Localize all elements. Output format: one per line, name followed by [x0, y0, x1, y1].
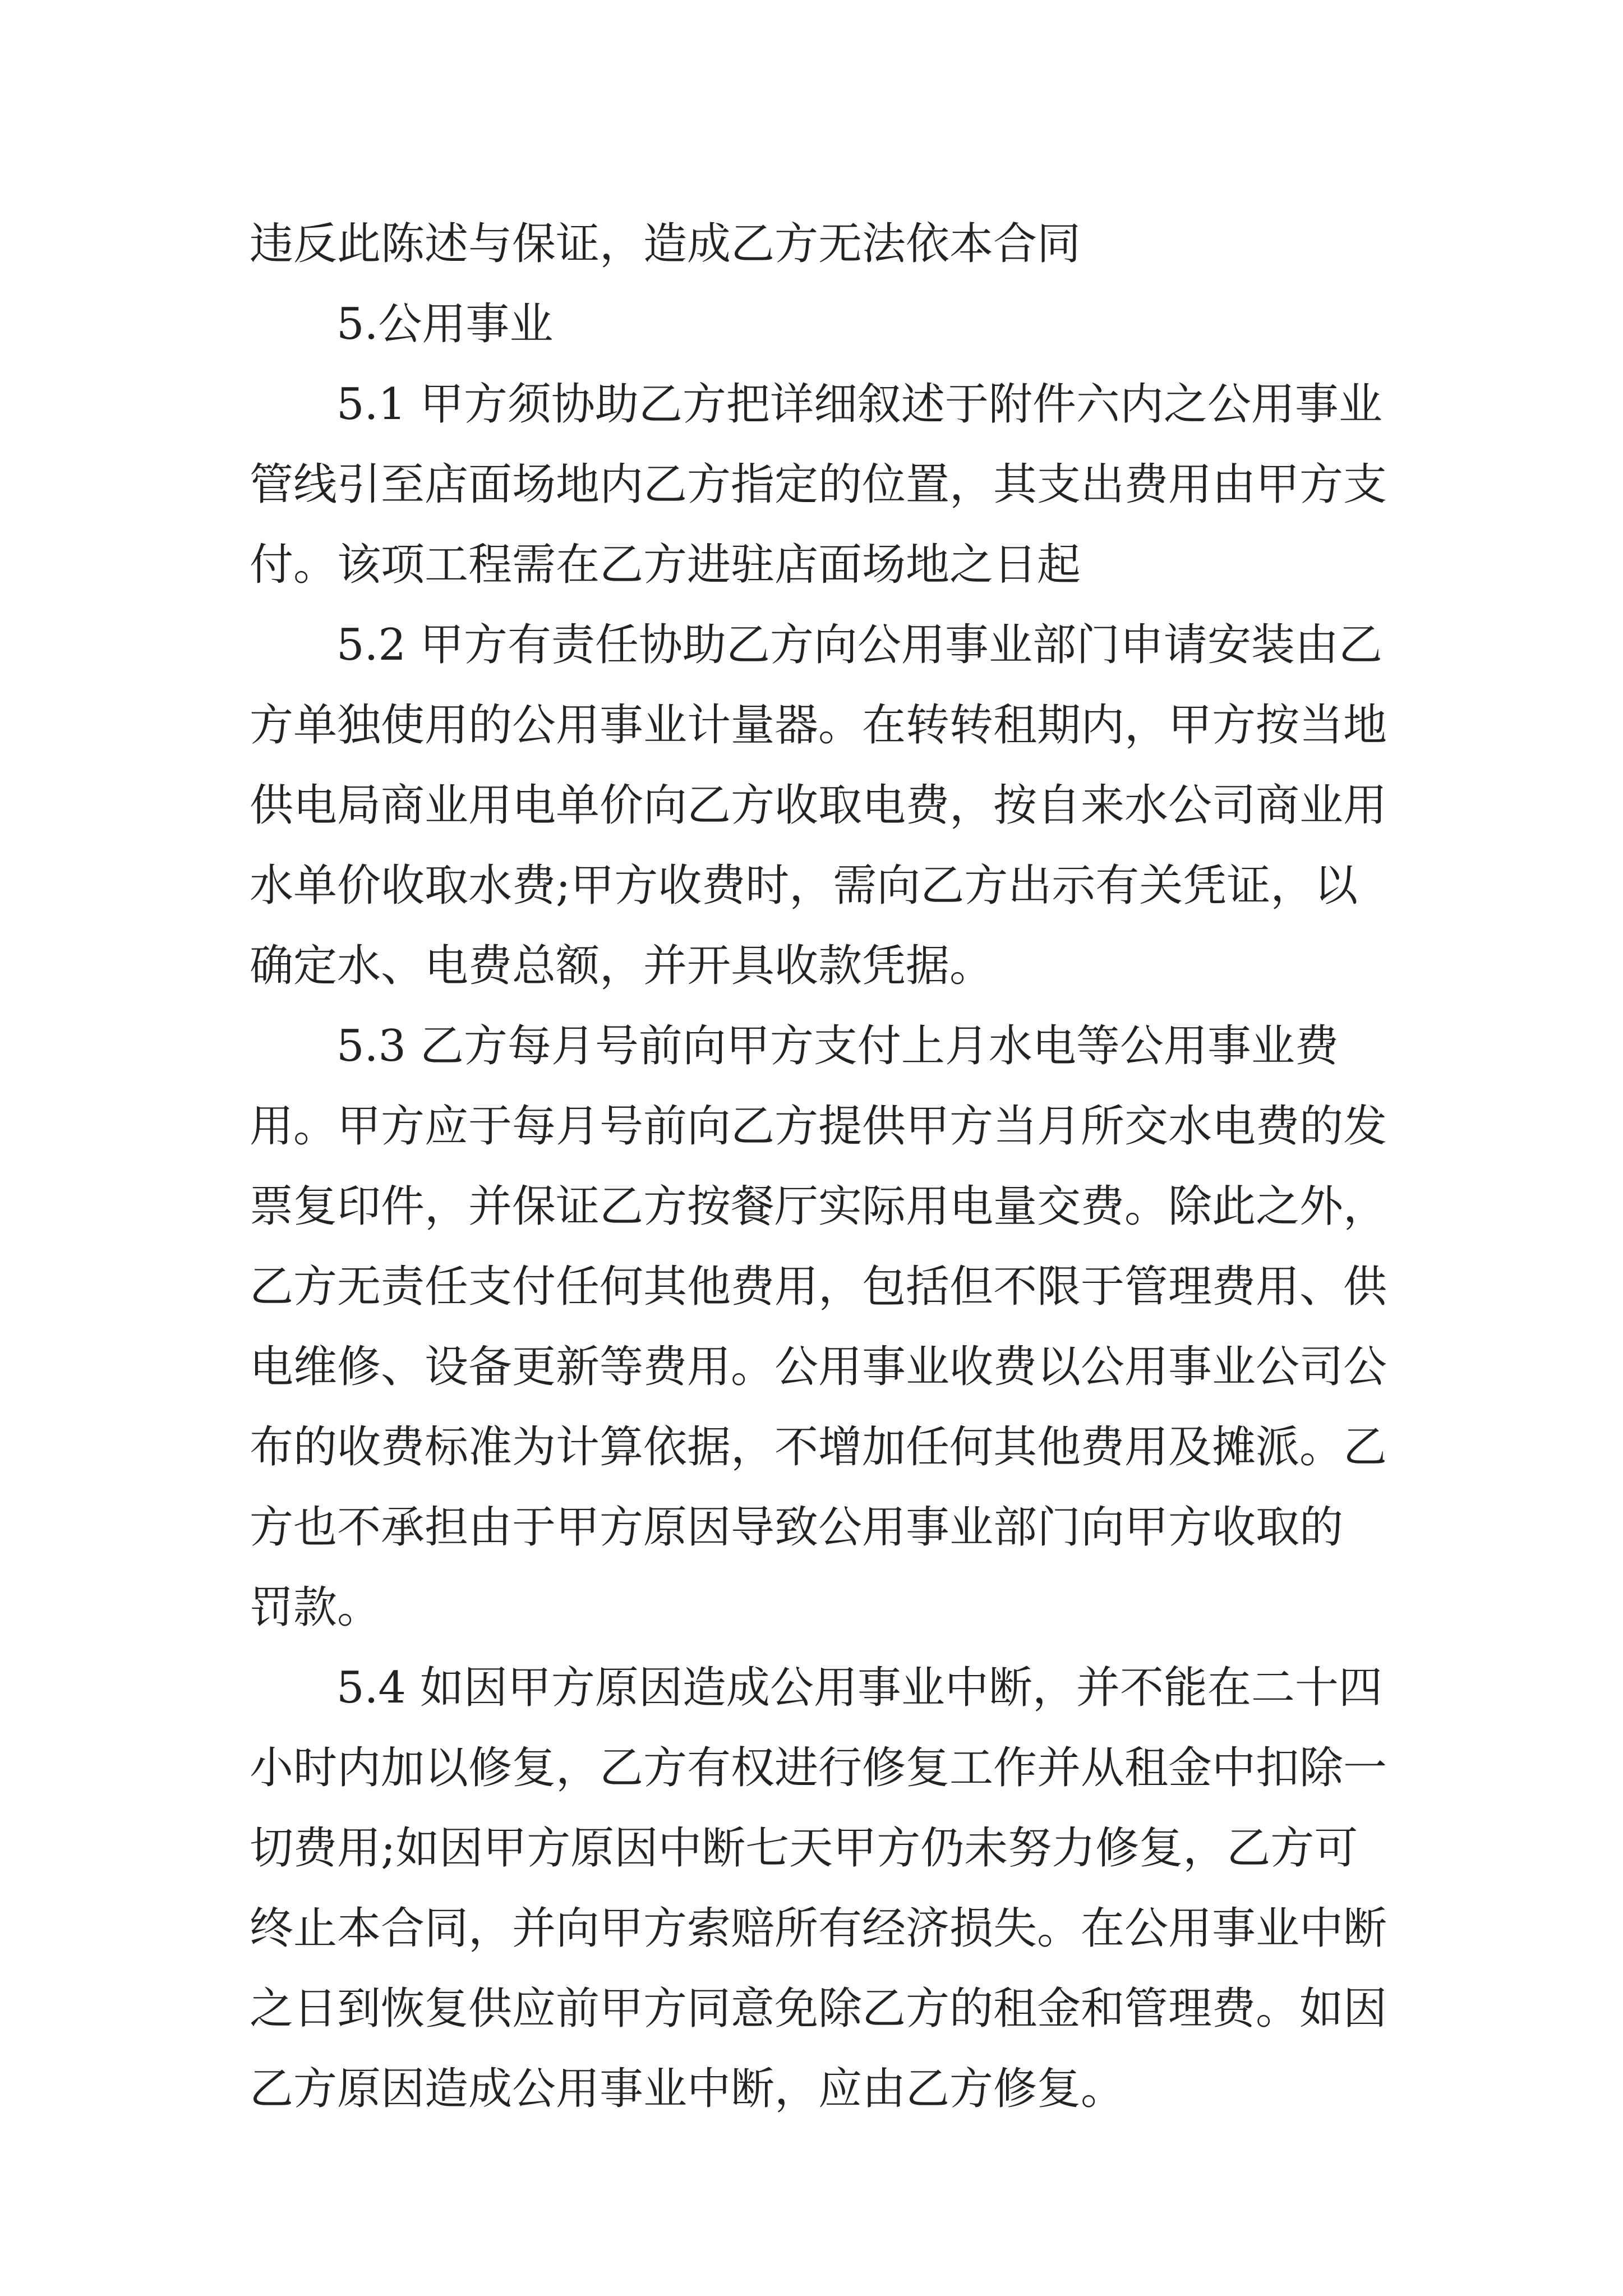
- text-line: 付。该项工程需在乙方进驻店面场地之日起: [250, 540, 1081, 590]
- text-line: 电维修、设备更新等费用。公用事业收费以公用事业公司公: [250, 1342, 1387, 1392]
- text-line: 小时内加以修复，乙方有权进行修复工作并从租金中扣除一: [250, 1743, 1387, 1793]
- text-line: 罚款。: [250, 1582, 381, 1633]
- text-line: 5.3 乙方每月号前向甲方支付上月水电等公用事业费: [336, 1021, 1339, 1071]
- section-heading: 5.公用事业: [336, 299, 554, 349]
- text-line: 确定水、电费总额，并开具收款凭据。: [250, 941, 994, 991]
- text-line: 5.2 甲方有责任协助乙方向公用事业部门申请安装由乙: [336, 620, 1382, 670]
- text-line: 乙方无责任支付任何其他费用，包括但不限于管理费用、供: [250, 1262, 1387, 1312]
- text-line: 方也不承担由于甲方原因导致公用事业部门向甲方收取的: [250, 1502, 1344, 1553]
- text-line: 切费用;如因甲方原因中断七天甲方仍未努力修复，乙方可: [250, 1823, 1358, 1874]
- text-line: 5.1 甲方须协助乙方把详细叙述于附件六内之公用事业: [336, 379, 1382, 430]
- text-line: 管线引至店面场地内乙方指定的位置，其支出费用由甲方支: [250, 459, 1387, 510]
- text-line: 水单价收取水费;甲方收费时，需向乙方出示有关凭证，以: [250, 861, 1358, 911]
- text-line: 之日到恢复供应前甲方同意免除乙方的租金和管理费。如因: [250, 1984, 1387, 2034]
- text-line: 终止本合同，并向甲方索赔所有经济损失。在公用事业中断: [250, 1903, 1387, 1954]
- text-line: 布的收费标准为计算依据，不增加任何其他费用及摊派。乙: [250, 1422, 1387, 1473]
- text-line: 方单独使用的公用事业计量器。在转转租期内，甲方按当地: [250, 700, 1387, 751]
- text-line: 乙方原因造成公用事业中断，应由乙方修复。: [250, 2064, 1125, 2114]
- text-line: 供电局商业用电单价向乙方收取电费，按自来水公司商业用: [250, 780, 1387, 831]
- text-line: 5.4 如因甲方原因造成公用事业中断，并不能在二十四: [336, 1663, 1382, 1713]
- text-line: 用。甲方应于每月号前向乙方提供甲方当月所交水电费的发: [250, 1101, 1387, 1152]
- text-line: 违反此陈述与保证，造成乙方无法依本合同: [250, 219, 1081, 269]
- text-line: 票复印件，并保证乙方按餐厅实际用电量交费。除此之外，: [250, 1181, 1387, 1232]
